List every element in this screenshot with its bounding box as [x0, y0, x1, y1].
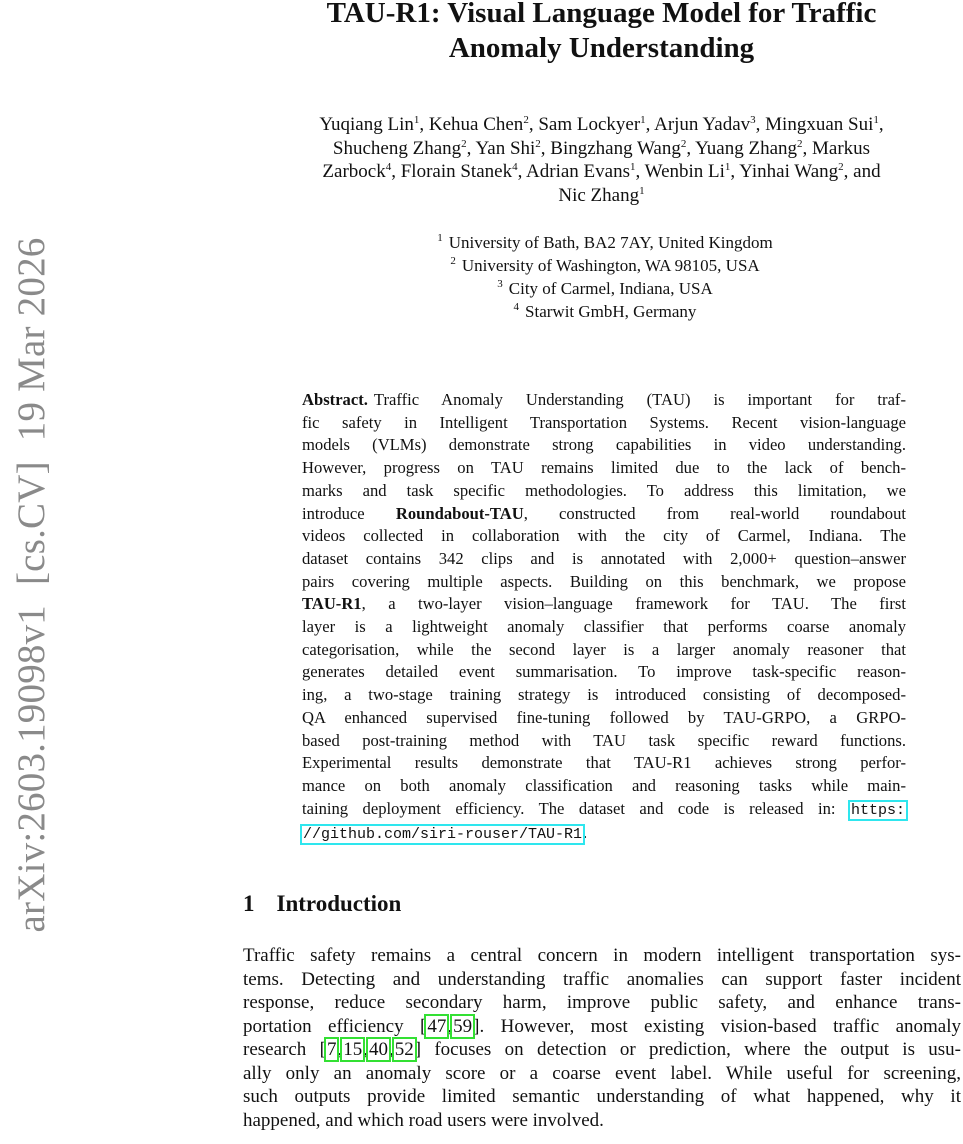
author: Yinhai Wang$^2$ [739, 161, 844, 182]
affiliation: $^4$ Starwit GmbH, Germany [513, 301, 697, 321]
paper-title [240, 0, 963, 66]
abstract: Abstract. Traffic Anomaly Understanding (TAU) is important for traf- fic safety in Intelligent Transportation Systems. Recent vision-language models (VLMs) demonstrate strong capabilities in video understanding. However, progress on TAU remains limited due to the lack of bench- marks and task specific methodologies. To address this limitation, we introduce Roundabout-TAU, constructed from real-world roundabout videos collected in collaboration with the city of Carmel, Indiana. The dataset contains 342 clips and is annotated with 2,000+ question–answer pairs covering multiple aspects. Building on this benchmark, we propose TAU-R1, a two-layer vision–language framework for TAU. The first layer is a lightweight anomaly classifier that performs coarse anomaly categorisation, while the second layer is a larger anomaly reasoner that generates detailed event summarisation. To improve task-specific reason- ing, a two-stage training strategy is introduced consisting of decomposed- QA enhanced supervised fine-tuning followed by TAU-GRPO, a GRPO- based post-training method with TAU task specific reward functions. Experimental results demonstrate that TAU-R1 achieves strong perfor- mance on both anomaly classification and reasoning tasks while main- taining deployment efficiency. The dataset and code is released in: https: //github.com/siri-rouser/TAU-R1. [302, 390, 907, 844]
affiliation: $^3$ City of Carmel, Indiana, USA [497, 278, 713, 298]
author: Florain Stanek$^4$ [400, 161, 518, 182]
arxiv-category: [cs.CV] [10, 461, 53, 585]
citation-link[interactable]: 59 [453, 1015, 473, 1037]
github-link[interactable]: https: [850, 801, 905, 819]
title-line-2: Anomaly Understanding [448, 32, 755, 64]
arxiv-id: arXiv:2603.19098v1 [10, 605, 53, 933]
section-number: 1 [243, 891, 255, 916]
author: Bingzhang Wang$^2$ [550, 137, 687, 159]
author: Yuqiang Lin$^1$ [319, 114, 420, 135]
title-line-1: TAU-R1: Visual Language Model for Traffic [326, 0, 877, 29]
affiliation: $^1$ University of Bath, BA2 7AY, United Kingdom [437, 232, 773, 252]
arxiv-stamp [7, 205, 57, 965]
author: Markus [812, 137, 871, 159]
introduction-paragraph: Traffic safety remains a central concern in modern intelligent transportation sys- tems. Detecting and understanding traffic anomalies can support faster incident response, reduce secondary harm, improve public safety, and enhance trans- portation efficiency [47,59]. However, most existing vision-based traffic anomaly research [7,15,40,52] focuses on detection or prediction, where the output is usu- ally only an anomaly score or a coarse event label. While useful for screening, such outputs provide limited semantic understanding of what happened, why it happened, and which road users were involved. [243, 945, 961, 1131]
affiliation: $^2$ University of Washington, WA 98105, USA [450, 255, 760, 275]
affiliation-list [380, 231, 830, 323]
author: Wenbin Li$^1$ [644, 161, 731, 182]
github-link-continued[interactable]: //github.com/siri-rouser/TAU-R1 [303, 826, 583, 844]
dataset-name: Roundabout-TAU [395, 503, 524, 523]
author: Nic Zhang$^1$ [558, 184, 645, 206]
model-name: TAU-R1 [302, 594, 362, 614]
author: Adrian Evans$^1$ [526, 161, 636, 182]
arxiv-date: 19 Mar 2026 [10, 237, 53, 442]
author: Yan Shi$^2$ [475, 137, 541, 159]
author: Zarbock$^4$ [322, 161, 392, 182]
author-list: Yuqiang Lin$^1$, Kehua Chen$^2$, Sam Lockyer$^1$, Arjun Yadav$^3$, Mingxuan Sui$^1$, Shucheng Zhang$^2$, Yan Shi$^2$, Bingzhang Wang$^2$, Yuang Zhang$^2$, Markus Zarbock$^4$, Florain Stanek$^4$, Adrian Evans$^1$, Wenbin Li$^1$, Yinhai Wang$^2$, and Nic Zhang$^1$ [319, 114, 884, 206]
citation-link[interactable]: 52 [394, 1039, 414, 1060]
citation-link[interactable]: 47 [427, 1015, 447, 1037]
author: Kehua Chen$^2$ [428, 114, 529, 135]
author: Sam Lockyer$^1$ [538, 114, 646, 135]
citation-link[interactable]: 40 [368, 1039, 388, 1060]
abstract-label: Abstract. [302, 390, 368, 409]
section-heading [243, 889, 401, 919]
author: Arjun Yadav$^3$ [654, 114, 756, 135]
author: Mingxuan Sui$^1$ [765, 114, 879, 135]
citation-link[interactable]: 7 [326, 1039, 337, 1060]
author: Shucheng Zhang$^2$ [332, 137, 467, 159]
section-title: Introduction [276, 891, 402, 916]
author: Yuang Zhang$^2$ [695, 137, 803, 159]
citation-link[interactable]: 15 [343, 1039, 363, 1060]
